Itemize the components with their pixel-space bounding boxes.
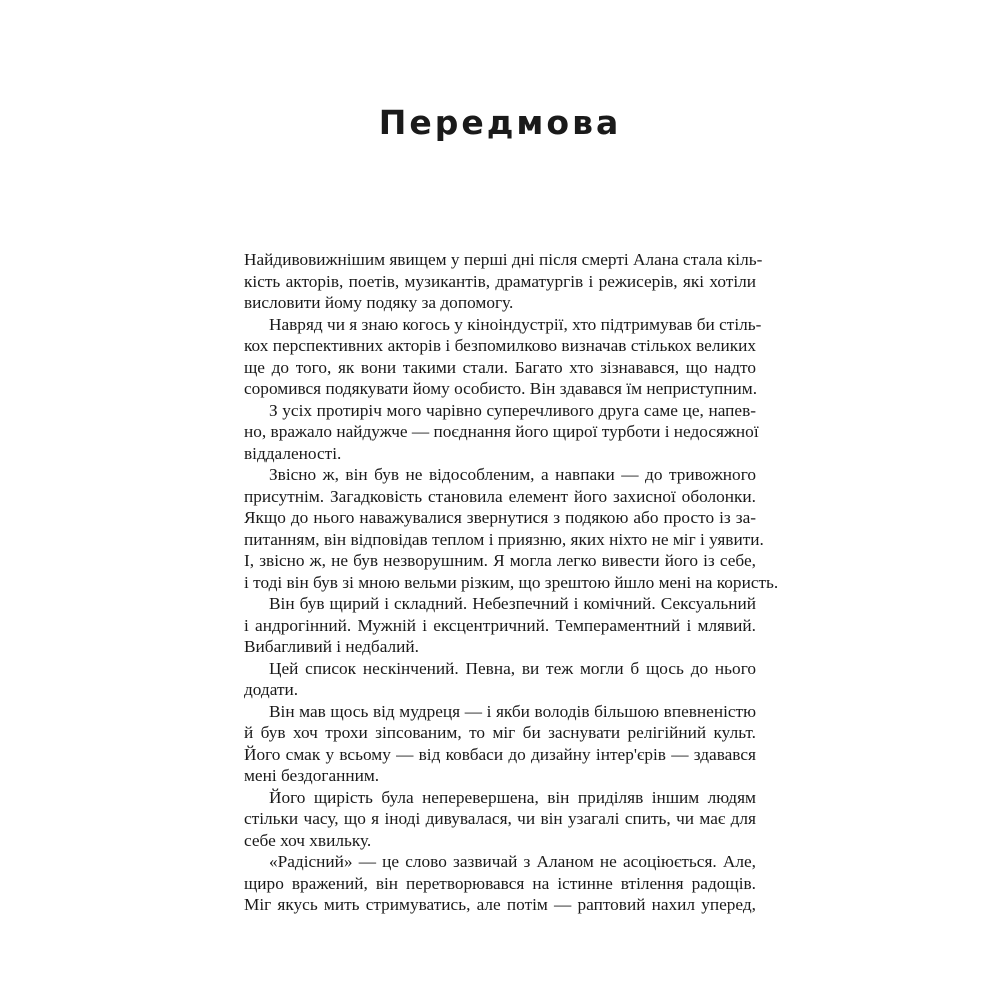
text-line: присутнім. Загадковість становила елемент його захисної оболонки. <box>244 486 756 506</box>
text-line: й був хоч трохи зіпсованим, то міг би заснувати релігійний культ. <box>244 723 756 742</box>
text-line: себе хоч хвильку. <box>244 830 372 850</box>
text-line: і андрогінний. Мужній і ексцентричний. Темпераментний і млявий. <box>244 615 756 635</box>
chapter-title: Передмова <box>378 103 622 142</box>
text-line: Його щирість була неперевершена, він приділяв іншим людям <box>269 787 756 807</box>
text-line: Він був щирий і складний. Небезпечний і комічний. Сексуальний <box>269 594 756 613</box>
text-line: кість акторів, поетів, музикантів, драматургів і режисерів, які хотіли <box>244 271 756 291</box>
text-line: Якщо до нього наважувалися звернутися з подякою або просто із за- <box>244 508 756 527</box>
text-line: Вибагливий і недбалий. <box>244 637 419 656</box>
text-line: додати. <box>244 680 299 699</box>
text-line: і тоді він був зі мною вельми різким, що зрештою йшло мені на користь. <box>244 572 779 592</box>
text-line: Він мав щось від мудреця — і якби володів більшою впевненістю <box>269 701 756 721</box>
text-line: Міг якусь мить стримуватись, але потім — раптовий нахил уперед, <box>244 895 756 914</box>
chapter-body <box>244 249 779 916</box>
text-line: мені бездоганним. <box>244 766 380 785</box>
text-line: З усіх протиріч мого чарівно суперечливого друга саме це, напев- <box>269 400 756 420</box>
text-line: «Радісний» — це слово зазвичай з Аланом не асоціюється. Але, <box>269 852 756 871</box>
text-line: Навряд чи я знаю когось у кіноіндустрії, хто підтримував би стіль- <box>269 314 762 334</box>
text-line: стільки часу, що я іноді дивувалася, чи він узагалі спить, чи має для <box>244 809 756 828</box>
text-line: но, вражало найдужче — поєднання його щирої турботи і недосяжної <box>244 422 759 441</box>
text-line: Найдивовижнішим явищем у перші дні після смерті Алана стала кіль- <box>244 250 763 269</box>
text-line: щиро вражений, він перетворювався на істинне втілення радощів. <box>244 873 756 893</box>
text-line: Цей список нескінчений. Певна, ви теж могли б щось до нього <box>269 658 756 678</box>
text-line: соромився подякувати йому особисто. Він здавався їм неприступним. <box>244 379 758 398</box>
text-line: висловити йому подяку за допомогу. <box>244 293 514 312</box>
text-line: віддаленості. <box>244 443 342 463</box>
text-line: Звісно ж, він був не відособленим, а навпаки — до тривожного <box>269 465 756 484</box>
text-line: ще до того, як вони такими стали. Багато хто зізнавався, що надто <box>244 357 756 377</box>
text-line: кох перспективних акторів і безпомилково визначав стількох великих <box>244 336 756 355</box>
text-line: Його смак у всьому — від ковбаси до дизайну інтер'єрів — здавався <box>244 744 756 764</box>
text-line: питанням, він відповідав теплом і приязню, яких ніхто не міг і уявити. <box>244 529 764 549</box>
text-line: І, звісно ж, не був незворушним. Я могла легко вивести його із себе, <box>244 551 756 570</box>
